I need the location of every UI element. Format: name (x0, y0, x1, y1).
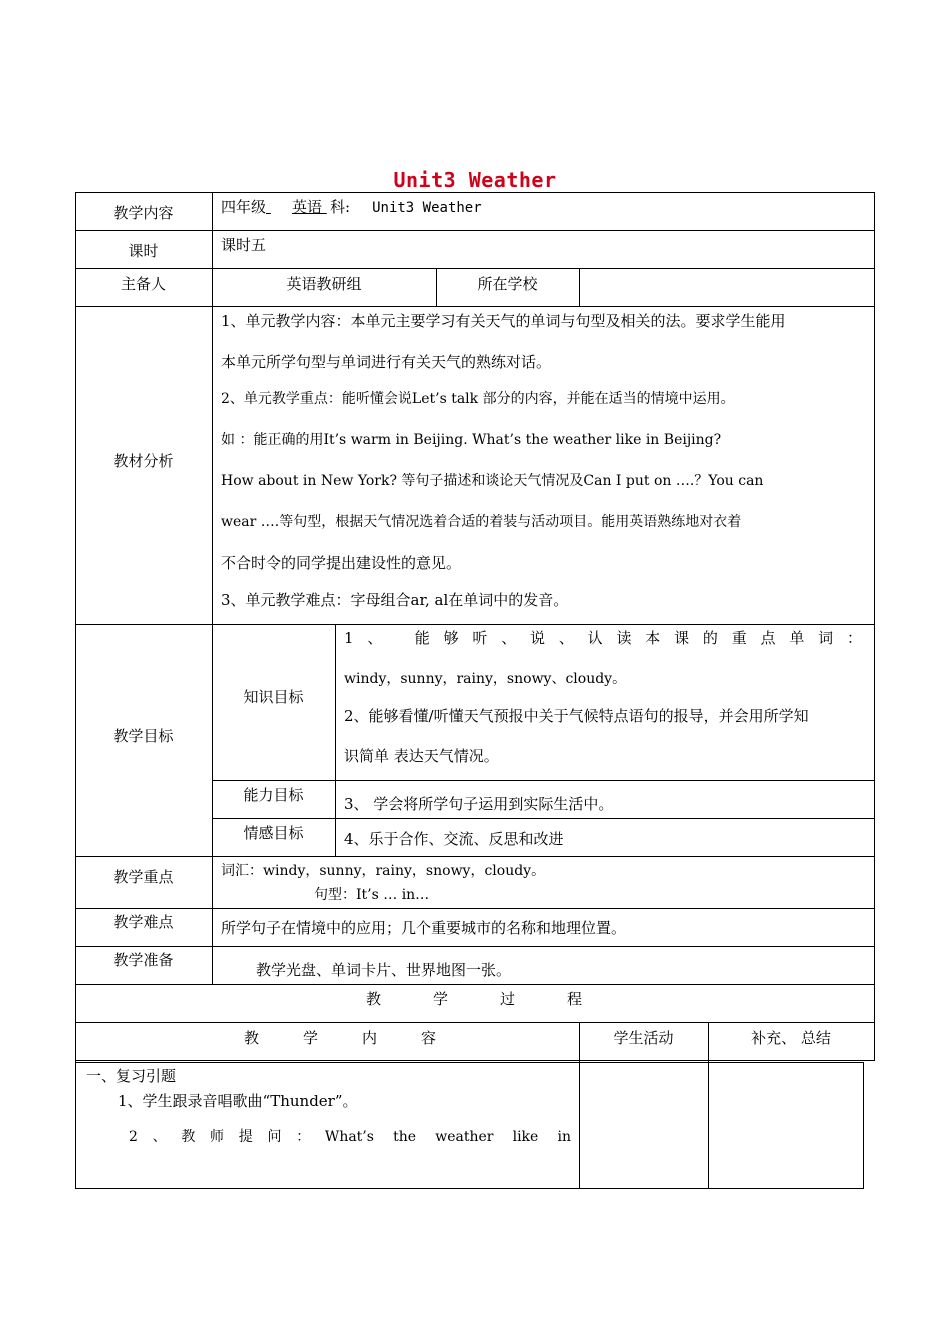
process-line-3: 2、教师提问：What’s the weather like in (129, 1129, 571, 1145)
analysis-line-7: 不合时令的同学提出建设性的意见。 (221, 554, 462, 572)
emotion-text: 4、乐于合作、交流、反思和改进 (344, 830, 564, 848)
preparer-value: 英语教研组 (286, 275, 362, 293)
subject-value: 英语 (292, 198, 323, 216)
analysis-line-5: How about in New York? 等句子描述和谈论天气情况及Can I put on ….？You can (221, 473, 764, 489)
process-header: 教 学 过 程 (366, 990, 583, 1008)
analysis-line-6: wear ….等句型，根据天气情况选着合适的着装与活动项目。能用英语熟练地对衣着 (221, 514, 742, 530)
content-label: 教学内容 (113, 204, 174, 222)
period-label: 课时 (128, 242, 159, 260)
ability-text: 3、 学会将所学句子运用到实际生活中。 (344, 795, 614, 813)
focus-line-2: 句型：It’s … in… (314, 887, 430, 903)
difficulty-text: 所学句子在情境中的应用；几个重要城市的名称和地理位置。 (221, 919, 627, 937)
period-value: 课时五 (221, 236, 267, 254)
difficulty-label: 教学难点 (113, 913, 174, 931)
grade-value: 四年级 (221, 198, 267, 216)
analysis-label: 教材分析 (113, 452, 174, 470)
school-label: 所在学校 (477, 275, 538, 293)
unit-value: Unit3 Weather (372, 200, 482, 216)
analysis-line-8: 3、单元教学难点：字母组合ar, al在单词中的发音。 (221, 591, 569, 609)
focus-line-1: 词汇：windy，sunny，rainy，snowy，cloudy。 (221, 863, 546, 879)
process-line-1: 一、复习引题 (86, 1067, 177, 1085)
ability-label: 能力目标 (243, 786, 304, 804)
emotion-label: 情感目标 (243, 824, 304, 842)
blank-2 (322, 197, 330, 217)
preparer-label: 主备人 (120, 275, 166, 293)
subject-suffix: 科: (330, 198, 351, 216)
content-value (221, 197, 482, 218)
analysis-line-1: 1、单元教学内容：本单元主要学习有关天气的单词与句型及相关的法。要求学生能用 (221, 312, 786, 330)
preparation-label: 教学准备 (113, 951, 174, 969)
col-activity-header: 学生活动 (613, 1029, 674, 1047)
knowledge-line-3: 2、能够看懂/听懂天气预报中关于气候特点语句的报导，并会用所学知 (344, 707, 809, 725)
knowledge-line-4: 识简单 表达天气情况。 (344, 747, 499, 765)
preparation-text: 教学光盘、单词卡片、世界地图一张。 (256, 961, 512, 979)
analysis-line-3: 2、单元教学重点：能听懂会说Let’s talk 部分的内容，并能在适当的情境中运用。 (221, 391, 735, 407)
blank-1 (266, 197, 292, 217)
col-summary-header: 补充、 总结 (751, 1029, 831, 1047)
knowledge-line-2: windy，sunny，rainy，snowy、cloudy。 (344, 671, 627, 687)
analysis-line-4: 如 ：能正确的用It’s warm in Beijing. What’s the weather like in Beijing? (221, 432, 722, 448)
knowledge-label: 知识目标 (243, 688, 304, 706)
analysis-line-2: 本单元所学句型与单词进行有关天气的熟练对话。 (221, 353, 552, 371)
page-title: Unit3 Weather (393, 168, 557, 192)
process-line-2: 1、学生跟录音唱歌曲“Thunder”。 (118, 1092, 358, 1110)
col-content-header: 教 学 内 容 (244, 1029, 437, 1047)
knowledge-line-1: 1、 能够听、说、认读本课的重点单词： (344, 629, 864, 647)
goals-label: 教学目标 (113, 727, 174, 745)
focus-label: 教学重点 (113, 868, 174, 886)
